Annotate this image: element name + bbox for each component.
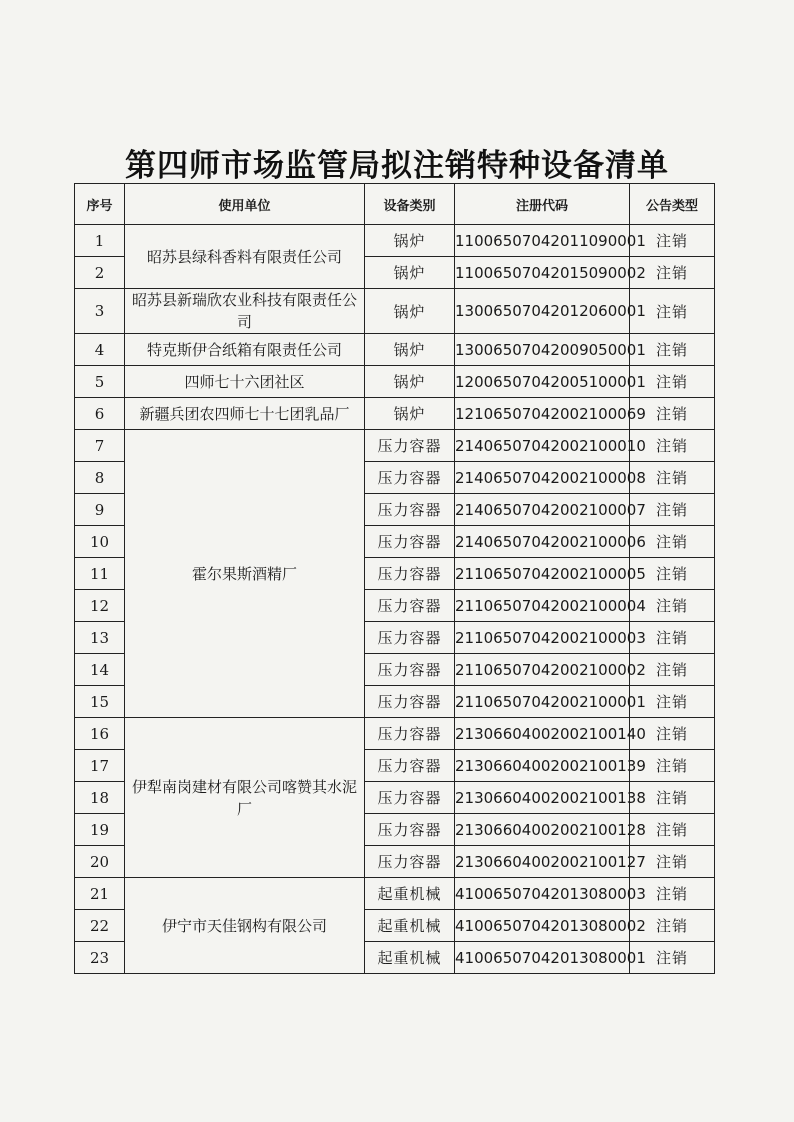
row-category: 压力容器 [365, 718, 455, 750]
table-row [75, 225, 715, 257]
row-code: 11006507042011090001 [455, 225, 630, 257]
row-seq: 9 [75, 494, 125, 526]
header-code: 注册代码 [455, 184, 630, 225]
row-seq: 10 [75, 526, 125, 558]
row-seq: 16 [75, 718, 125, 750]
row-seq: 22 [75, 910, 125, 942]
row-code: 21406507042002100008 [455, 462, 630, 494]
row-seq: 23 [75, 942, 125, 974]
unit-cell: 昭苏县新瑞欣农业科技有限责任公司 [125, 289, 365, 334]
table-row [75, 366, 715, 398]
header-seq: 序号 [75, 184, 125, 225]
row-type: 注销 [630, 558, 715, 590]
row-code: 21106507042002100002 [455, 654, 630, 686]
row-code: 13006507042012060001 [455, 289, 630, 334]
row-seq: 7 [75, 430, 125, 462]
row-seq: 2 [75, 257, 125, 289]
row-category: 锅炉 [365, 289, 455, 334]
row-category: 压力容器 [365, 782, 455, 814]
row-category: 压力容器 [365, 430, 455, 462]
row-category: 压力容器 [365, 622, 455, 654]
unit-cell: 霍尔果斯酒精厂 [125, 430, 365, 718]
row-category: 起重机械 [365, 910, 455, 942]
row-type: 注销 [630, 526, 715, 558]
row-code: 21406507042002100006 [455, 526, 630, 558]
row-seq: 15 [75, 686, 125, 718]
row-type: 注销 [630, 622, 715, 654]
table-row [75, 289, 715, 334]
row-code: 21306604002002100140 [455, 718, 630, 750]
row-category: 压力容器 [365, 526, 455, 558]
row-code: 21306604002002100127 [455, 846, 630, 878]
row-type: 注销 [630, 846, 715, 878]
row-category: 压力容器 [365, 750, 455, 782]
row-type: 注销 [630, 878, 715, 910]
unit-cell: 新疆兵团农四师七十七团乳品厂 [125, 398, 365, 430]
unit-cell: 伊宁市天佳钢构有限公司 [125, 878, 365, 974]
table-row [75, 718, 715, 750]
row-category: 起重机械 [365, 878, 455, 910]
row-category: 压力容器 [365, 590, 455, 622]
row-type: 注销 [630, 257, 715, 289]
row-type: 注销 [630, 430, 715, 462]
unit-cell: 特克斯伊合纸箱有限责任公司 [125, 334, 365, 366]
row-seq: 17 [75, 750, 125, 782]
table-row [75, 430, 715, 462]
row-type: 注销 [630, 366, 715, 398]
row-type: 注销 [630, 686, 715, 718]
row-type: 注销 [630, 782, 715, 814]
row-type: 注销 [630, 590, 715, 622]
table-row [75, 334, 715, 366]
row-code: 12006507042005100001 [455, 366, 630, 398]
table-row [75, 398, 715, 430]
row-seq: 11 [75, 558, 125, 590]
row-type: 注销 [630, 494, 715, 526]
row-code: 21306604002002100128 [455, 814, 630, 846]
row-category: 压力容器 [365, 814, 455, 846]
row-code: 21106507042002100004 [455, 590, 630, 622]
row-code: 12106507042002100069 [455, 398, 630, 430]
row-seq: 13 [75, 622, 125, 654]
row-code: 11006507042015090002 [455, 257, 630, 289]
row-category: 压力容器 [365, 494, 455, 526]
unit-cell: 四师七十六团社区 [125, 366, 365, 398]
row-code: 41006507042013080001 [455, 942, 630, 974]
row-code: 21106507042002100001 [455, 686, 630, 718]
row-category: 锅炉 [365, 225, 455, 257]
unit-cell: 伊犁南岗建材有限公司喀赞其水泥厂 [125, 718, 365, 878]
equipment-table [74, 183, 715, 974]
row-category: 锅炉 [365, 334, 455, 366]
row-category: 压力容器 [365, 558, 455, 590]
row-category: 压力容器 [365, 846, 455, 878]
row-code: 41006507042013080002 [455, 910, 630, 942]
row-code: 21306604002002100138 [455, 782, 630, 814]
unit-cell: 昭苏县绿科香料有限责任公司 [125, 225, 365, 289]
row-seq: 14 [75, 654, 125, 686]
row-code: 21406507042002100007 [455, 494, 630, 526]
table-row [75, 878, 715, 910]
row-seq: 4 [75, 334, 125, 366]
row-code: 13006507042009050001 [455, 334, 630, 366]
row-type: 注销 [630, 942, 715, 974]
row-seq: 3 [75, 289, 125, 334]
row-category: 压力容器 [365, 654, 455, 686]
row-type: 注销 [630, 910, 715, 942]
row-type: 注销 [630, 289, 715, 334]
row-type: 注销 [630, 398, 715, 430]
row-category: 压力容器 [365, 462, 455, 494]
row-code: 21106507042002100003 [455, 622, 630, 654]
row-seq: 21 [75, 878, 125, 910]
row-type: 注销 [630, 225, 715, 257]
header-category: 设备类别 [365, 184, 455, 225]
row-code: 41006507042013080003 [455, 878, 630, 910]
row-category: 锅炉 [365, 398, 455, 430]
row-seq: 19 [75, 814, 125, 846]
row-seq: 1 [75, 225, 125, 257]
row-category: 压力容器 [365, 686, 455, 718]
row-type: 注销 [630, 814, 715, 846]
row-seq: 5 [75, 366, 125, 398]
row-category: 锅炉 [365, 257, 455, 289]
page-title: 第四师市场监管局拟注销特种设备清单 [125, 148, 669, 184]
row-seq: 20 [75, 846, 125, 878]
row-seq: 18 [75, 782, 125, 814]
header-unit: 使用单位 [125, 184, 365, 225]
row-seq: 6 [75, 398, 125, 430]
row-type: 注销 [630, 718, 715, 750]
row-category: 锅炉 [365, 366, 455, 398]
row-type: 注销 [630, 654, 715, 686]
table-header-row [75, 184, 715, 225]
row-category: 起重机械 [365, 942, 455, 974]
row-type: 注销 [630, 750, 715, 782]
header-announce-type: 公告类型 [630, 184, 715, 225]
row-code: 21106507042002100005 [455, 558, 630, 590]
row-code: 21306604002002100139 [455, 750, 630, 782]
row-seq: 8 [75, 462, 125, 494]
row-code: 21406507042002100010 [455, 430, 630, 462]
row-seq: 12 [75, 590, 125, 622]
row-type: 注销 [630, 334, 715, 366]
row-type: 注销 [630, 462, 715, 494]
